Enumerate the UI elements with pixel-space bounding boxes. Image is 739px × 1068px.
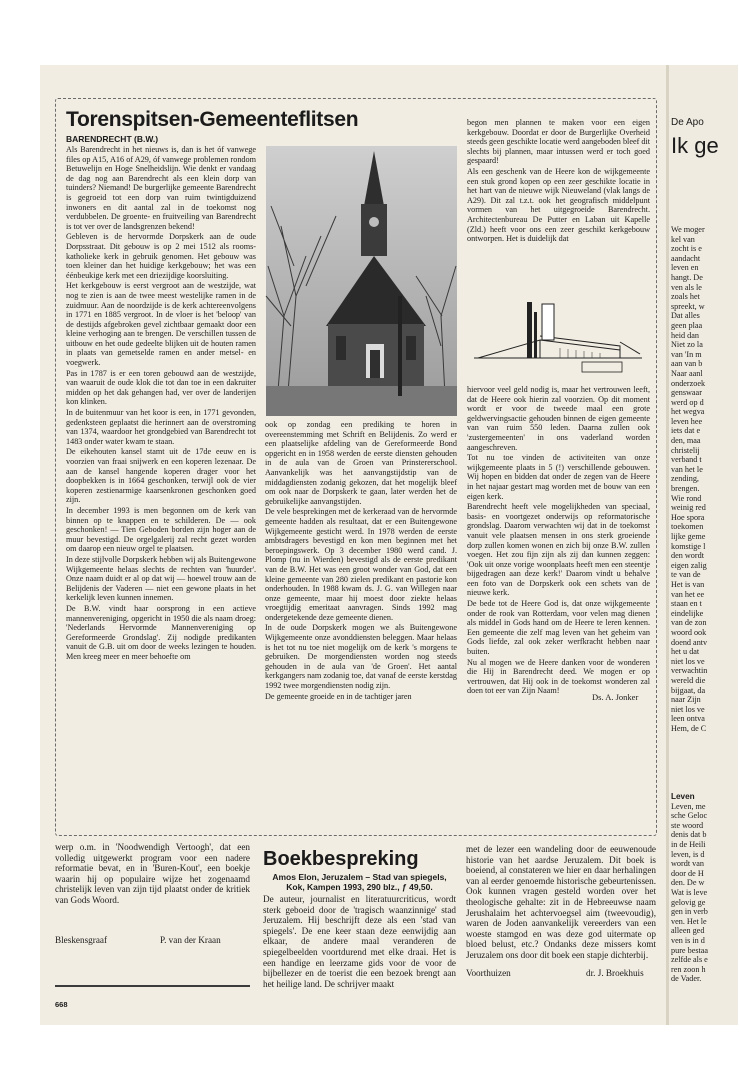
text-line: verband t bbox=[671, 455, 702, 465]
text-line: den. De w bbox=[671, 878, 705, 888]
text-line: verwachtin bbox=[671, 666, 708, 676]
text-line: ren zoon h bbox=[671, 964, 706, 974]
text-line: zocht is e bbox=[671, 244, 702, 254]
paragraph: In de oude Dorpskerk mogen we als Buitengewone Wijkgemeente onze avonddiensten beleggen. Maar helaas is het tot nu toe niet mogelijk om de kerk 's morgens te gebruiken. De morgendiensten worden nog steeds gehouden in de aula van 'de Groen'. Het aantal kerkgangers nam zodanig toe, dat vanaf de eerste kerstdag 1992 twee morgendiensten nodig zijn. bbox=[265, 623, 457, 691]
text-line: het u dat bbox=[671, 647, 700, 657]
text-line: genswaar bbox=[671, 388, 702, 398]
paragraph: De eikehouten kansel stamt uit de 17de eeuw en is voorzien van fraai snijwerk en een koperen lezenaar. De aan de kansel hangende koperen drager voor het doopbekken is in 1664 geschonken, terwijl ook de vier koperen zestienarmige kaarsenkronen geschonken goed zijn. bbox=[66, 447, 256, 505]
text-line: leven en bbox=[671, 263, 699, 273]
text-line: wereld die bbox=[671, 675, 706, 685]
review-text-right: met de lezer een wandeling door de eeuwenoude historie van het aardse Jeruzalem. Dit boek is boeiend, al constateren we hier en daar herhalingen van al eerder genoemde historische gebeurtenissen. Ook kunnen vragen gesteld worden over het theologische gehalte: zit in de Hebreeuwse naam Jerushalaim het achtervoegsel aim (tweevoudig), waren de Joden aanvankelijk vereerders van een woeste stamgod en was deze god uitermate op bloed belust, etc.? Ondanks deze missers komt Jeruzalem ons door dit boek een stapje dichterbij. bbox=[466, 844, 656, 960]
right-page-subheading: Leven bbox=[671, 792, 695, 801]
text-line: hangt. De bbox=[671, 272, 703, 282]
text-line: bijgaat, da bbox=[671, 685, 706, 695]
text-line: den wordt bbox=[671, 551, 704, 561]
paragraph: Als een geschenk van de Heere kon de wijkgemeente een stuk grond kopen op een zeer geschikte locatie in het hart van de nieuwe wijk Nieuweland (vlak langs de A29). Dit zal t.z.t. ook het geografisch middelpunt vormen van het uitgegroeide Barendrecht. Architectenbureau De Putter en Laban uit Kapelle (Zld.) heeft voor ons een zeer geschikt kerkgebouw ontworpen. Het is duidelijk dat bbox=[467, 166, 650, 244]
text-line: We moger bbox=[671, 225, 705, 234]
paragraph: Het kerkgebouw is eerst vergroot aan de westzijde, wat nog te zien is aan de twee meest westelijke ramen in de zuidmuur. Aan de noordzijde is de kerk achtereenvolgens in 1771 en 1885 vergroot. In de vloer is het 'beloop' van de destijds afgebroken gevel zichtbaar gemaakt door een kleine verhoging aan te brengen. De verschillen tussen de uitbouw en het oude gedeelte blijken uit de houten ramen in plaats van gemetselde ramen en ander metsel- en voegwerk. bbox=[66, 281, 256, 368]
text-line: staan en t bbox=[671, 599, 702, 609]
text-line: zoals het bbox=[671, 292, 700, 302]
paragraph: Pas in 1787 is er een toren gebouwd aan de westzijde, van waaruit de oude klok die tot dan toe in een dakruiter midden op het dak gehangen had, ver over de landerijen kon klinken. bbox=[66, 368, 256, 407]
text-line: gelovig ge bbox=[671, 897, 706, 907]
text-line: van het le bbox=[671, 464, 703, 474]
paragraph: De gemeente groeide en in de tachtiger jaren bbox=[265, 691, 412, 701]
paragraph: Tot nu toe vinden de activiteiten van onze wijkgemeente plaats in 5 (!) verschillende gebouwen. Wij hopen en bidden dat onder de zegen van de Heere in het najaar gestart mag worden met de bouw van een eigen kerk. bbox=[467, 453, 650, 501]
text-line: zending, bbox=[671, 474, 699, 484]
article-signature: Ds. A. Jonker bbox=[592, 692, 639, 702]
column-rule bbox=[55, 985, 250, 987]
right-page-header: De Apo bbox=[671, 117, 704, 128]
text-line: Het is van bbox=[671, 579, 705, 589]
text-line: ven is in d bbox=[671, 935, 705, 945]
text-line: ven. Het le bbox=[671, 916, 707, 926]
text-line: denis dat b bbox=[671, 830, 707, 840]
text-line: niet los ve bbox=[671, 704, 705, 714]
text-line: leven hee bbox=[671, 416, 703, 426]
text-line: geen plaa bbox=[671, 320, 703, 330]
text-line: van het ee bbox=[671, 589, 705, 599]
page-number: 668 bbox=[55, 1000, 68, 1009]
text-line: het wegva bbox=[671, 407, 705, 417]
text-line: toekomen bbox=[671, 522, 704, 532]
paragraph: De B.W. vindt haar oorsprong in een actieve mannenvereniging, opgericht in 1950 die als naam droeg: 'Nederlands Hervormde Mannenvereniging op Gereformeerde Grondslag'. Zij nodigde predikanten vanuit de G.B. uit om door de weeks lezingen te houden. Men kreeg meer en meer behoefte om bbox=[66, 603, 256, 661]
previous-article-place: Bleskensgraaf bbox=[55, 935, 108, 945]
text-line: Hem, de C bbox=[671, 723, 707, 733]
text-line: aan van b bbox=[671, 359, 703, 369]
text-line: christelij bbox=[671, 445, 700, 455]
text-line: naar Zijn bbox=[671, 695, 701, 705]
new-church-sketch bbox=[470, 296, 646, 380]
paragraph: hiervoor veel geld nodig is, maar het vertrouwen leeft, dat de Heere ook hierin zal voorzien. Op dit moment wordt er voor de tweede maal een grote geldwervingsactie gehouden binnen de eigen gemeente van van ruim 550 leden. Daarna zullen ook 'zustergemeenten' in ons vaderland worden aangeschreven. bbox=[467, 385, 650, 452]
text-line: van 'In m bbox=[671, 349, 702, 359]
text-line: onderzoek bbox=[671, 378, 706, 388]
paragraph: In deze stijlvolle Dorpskerk hebben wij als Buitengewone Wijkgemeente helaas slechts de rechten van 'huurder'. Onze naam duidt er al op dat wij — hoewel trouw aan de Belijdenis der Vaderen — niet een gewone plaats in het kerkelijk leven kunnen innemen. bbox=[66, 554, 256, 603]
right-page-column bbox=[671, 225, 739, 733]
text-line: aandacht bbox=[671, 253, 701, 263]
review-place: Voorthuizen bbox=[466, 968, 511, 978]
text-line: Naar aanl bbox=[671, 368, 703, 378]
review-title: Boekbespreking bbox=[263, 848, 419, 870]
review-author: dr. J. Broekhuis bbox=[586, 968, 644, 978]
paragraph: ook op zondag een prediking te horen in overeenstemming met Schrift en Belijdenis. Zo werd er een plaatselijke afdeling van de Gereformeerde Bond opgericht en in 1958 werden de eerste diensten gehouden in de aula van de Groen van Prinstererschool. Aanvankelijk was het aanvangstijdstip van de middagdiensten zodanig gekozen, dat het mogelijk bleef om ook naar de Dorpskerk te gaan, later werden het de gebruikelijke aanvangstijden. bbox=[265, 420, 457, 506]
paragraph: begon men plannen te maken voor een eigen kerkgebouw. Doordat er door de Burgerlijke Overheid steeds geen geschikte locatie werd aangeboden bleef dit slechts bij plannen, maar intussen werd er toch goed gespaard! bbox=[467, 118, 651, 166]
right-page-heading: Ik ge bbox=[671, 133, 719, 158]
text-line: leen ontva bbox=[671, 714, 705, 724]
paragraph: Als Barendrecht in het nieuws is, dan is het óf vanwege files op A15, A16 of A29, óf vanwege problemen rondom Betuwelijn en Hoge Snelheidslijn. Wie denkt er vandaag de dag nog aan Barendrecht als een klein dorp van tuinders? Niemand! De burgerlijke gemeente Barendrecht is gegroeid tot een dorp van ruim twintigduizend inwoners en dit aantal zal in de toekomst nog verdubbelen. De groente- en fruitveiling van Barendrecht is tot ver over de landsgrenzen bekend! bbox=[66, 145, 256, 231]
text-line: zelfde als e bbox=[671, 955, 708, 965]
paragraph: Barendrecht heeft vele mogelijkheden van speciaal, basis- en voortgezet onderwijs op reformatorische grondslag. Daarom verwachten wij dat in de toekomst vanuit vele plaatsen mensen in ons sterk groeiende dorp zullen komen wonen en zich bij onze B.W. zullen voegen. Het zou fijn zijn als zij dan kunnen zeggen: 'Ook uit onze vorige woonplaats heeft men een steentje bijgedragen aan deze kerk!' Daarom vindt u behalve een foto van de Dorpskerk ook een schets van de nieuwe kerk. bbox=[467, 502, 650, 598]
text-line: eindelijke bbox=[671, 608, 704, 618]
text-line: heid dan bbox=[671, 330, 699, 340]
text-line: brengen. bbox=[671, 484, 700, 494]
review-reference-line-1: Amos Elon, Jeruzalem – Stad van spiegels, bbox=[272, 872, 447, 882]
text-line: spreekt, w bbox=[671, 301, 705, 311]
text-line: Wat is leve bbox=[671, 887, 708, 897]
text-line: komstige l bbox=[671, 541, 706, 551]
article-column-4 bbox=[467, 385, 650, 696]
text-line: pure bestaa bbox=[671, 945, 709, 955]
text-line: Wie rond bbox=[671, 493, 702, 503]
review-reference-line-2: Kok, Kampen 1993, 290 blz., ƒ 49,50. bbox=[286, 882, 433, 892]
text-line: alleen ged bbox=[671, 926, 705, 936]
text-line: gen in verb bbox=[671, 907, 708, 917]
text-line: wordt van bbox=[671, 859, 704, 869]
article-subtitle: BARENDRECHT (B.W.) bbox=[66, 134, 159, 144]
text-line: sche Geloc bbox=[671, 811, 708, 821]
text-line: eigen zalig bbox=[671, 560, 707, 570]
paragraph: Gebleven is de hervormde Dorpskerk aan de oude Dorpsstraat. Dit gebouw is op 2 mei 1512 als rooms-katholieke kerk in gebruik genomen. Het gebouw was toen kleiner dan het huidige kerkgebouw; het was een éénbeukige kerk met een driezijdige koorsluiting. bbox=[66, 232, 256, 280]
right-page-column-2 bbox=[671, 792, 739, 984]
article-column-1 bbox=[66, 145, 256, 825]
text-line: in de Heili bbox=[671, 839, 706, 849]
text-line: lijke geme bbox=[671, 532, 706, 541]
text-line: kel van bbox=[671, 234, 695, 244]
previous-article-text: werp o.m. in 'Noodwendigh Vertoogh', dat een volledig uitgewerkt program voor een nadere reformatie bevat, en in 'Buren-Kout', een boekje waarin hij op populaire wijze het zogenaamd christelijk leven van zijn tijd plaatst onder de kritiek van Gods Woord. bbox=[55, 842, 250, 905]
text-line: doend antv bbox=[671, 637, 708, 647]
paragraph: Nu al mogen we de Heere danken voor de wonderen die Hij in Barendrecht deed. We mogen er op vertrouwen, dat Hij ook in de toekomst wonderen zal doen tot eer van Zijn Naam! bbox=[467, 657, 650, 696]
article-title: Torenspitsen-Gemeenteflitsen bbox=[66, 108, 359, 131]
text-line: ste woord bbox=[671, 820, 704, 830]
text-line: woord ook bbox=[671, 627, 707, 637]
paragraph: In de buitenmuur van het koor is een, in 1771 gevonden, gedenksteen geplaatst die herinnert aan de overstroming van 1374, waardoor het grondgebied van Barendrecht tot 1483 onder water kwam te staan. bbox=[66, 408, 256, 446]
text-line: Leven, me bbox=[671, 801, 706, 811]
text-line: Hoe spora bbox=[671, 512, 705, 522]
text-line: werd op d bbox=[671, 397, 704, 407]
text-line: de Vader. bbox=[671, 974, 702, 984]
text-line: ven als le bbox=[671, 282, 702, 292]
paragraph: De vele besprekingen met de kerkeraad van de hervormde gemeente hadden als resultaat, dat er een Buitengewone Wijkgemeente gesticht werd. In 1978 werden de eerste ambtsdragers bevestigd en kon men beginnen met het beroepingswerk. Op 3 december 1980 werd cand. J. Plomp (nu in Wierden) bevestigd als de eerste predikant van de B.W. Het was een groot wonder van God, dat een kleine gemeente van 280 zielen predikant en pastorie kon onderhouden. In 1988 kwam ds. J. G. van Willegen naar onze gemeente, maar hij moest door ziekte helaas vroegtijdig emeritaat aanvragen. Sinds 1992 mag ondergetekende deze gemeente dienen. bbox=[265, 507, 457, 622]
review-text-left: De auteur, journalist en literatuurcriticus, wordt sterk geboeid door de 'tragisch waanzinnige' stad Jeruzalem. Hij beschrijft deze als een 'stad van spiegels'. De ene keer staan deze eenwijdig aan elkaar, de andere maal veranderen de spiegelbeelden voortdurend met elke draai. Het is een handige en leerzame gids voor de voor de bijbellezer en de toerist die een bezoek brengt aan het heilige land. De schrijver maakt bbox=[263, 894, 456, 989]
text-line: van de zon bbox=[671, 618, 707, 628]
text-line: den, maa bbox=[671, 436, 701, 446]
text-line: leven, is d bbox=[671, 849, 705, 859]
review-reference bbox=[263, 872, 456, 892]
text-line: Niet zo la bbox=[671, 340, 703, 350]
text-line: Dat alles bbox=[671, 311, 700, 321]
paragraph: De bede tot de Heere God is, dat onze wijkgemeente onder de rook van Rotterdam, voor velen mag dienen als middel in Gods hand om de Heere te leren kennen. Een gemeente die zelf mag leven van het geheim van Gods liefde, zal ook zeker werfkracht hebben naar buiten. bbox=[467, 599, 650, 657]
text-line: door de H bbox=[671, 868, 704, 878]
article-column-3 bbox=[467, 118, 650, 313]
right-page bbox=[669, 65, 738, 1025]
text-line: niet los ve bbox=[671, 656, 705, 666]
text-line: te van de bbox=[671, 570, 701, 580]
church-photo bbox=[266, 146, 457, 416]
previous-article-author: P. van der Kraan bbox=[160, 935, 221, 945]
text-line: weinig red bbox=[671, 503, 706, 513]
paragraph: In december 1993 is men begonnen om de kerk van binnen op te knappen en te schilderen. De — ook geschonken! — Tien Geboden borden zijn hoger aan de muur bevestigd. De orgelgalerij zal recht gezet worden om daarop een nieuw orgel te plaatsen. bbox=[66, 505, 256, 554]
article-column-2 bbox=[265, 420, 457, 825]
text-line: iets dat e bbox=[671, 426, 701, 436]
